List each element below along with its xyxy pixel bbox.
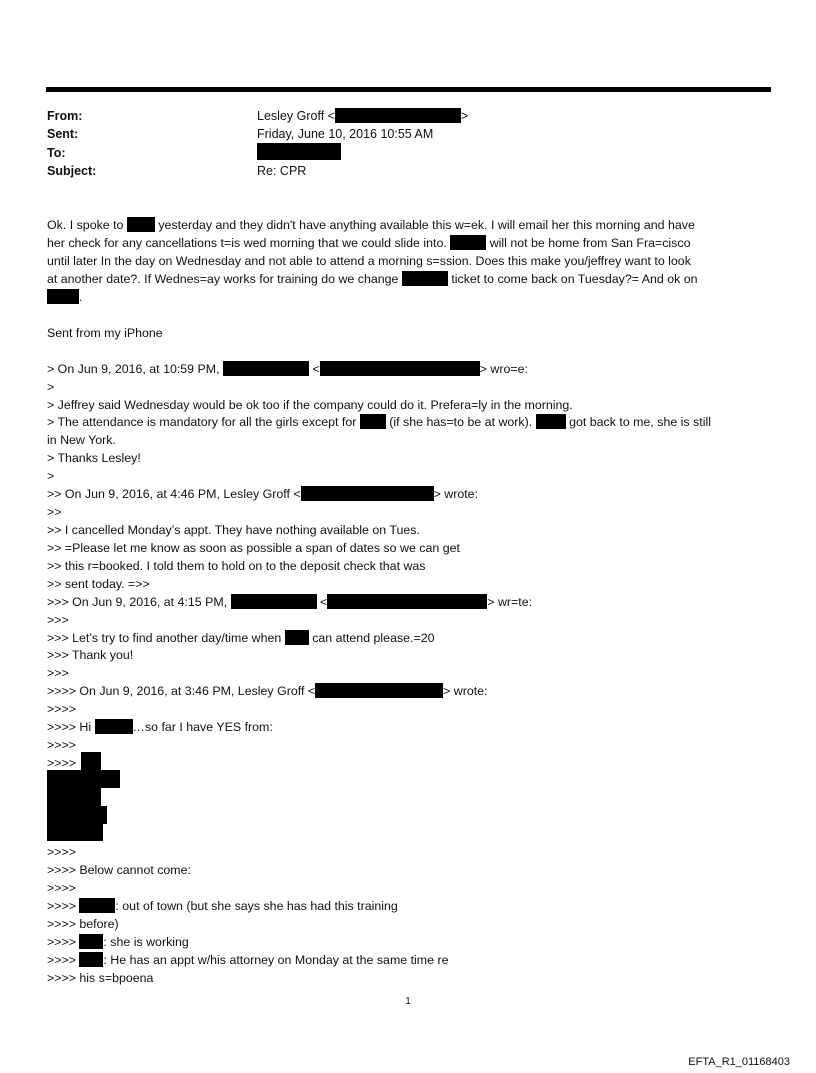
- body-text: at another date?. If Wednes=ay works for training do we change: [47, 272, 399, 286]
- redacted-block: [223, 361, 309, 376]
- quoted-line: >>>>: [47, 738, 76, 752]
- quoted-text: (if she has=to be at work).: [389, 415, 533, 429]
- quoted-text: …so far I have YES from:: [132, 720, 273, 734]
- body-line: until later In the day on Wednesday and not able to attend a morning s=ssion. Does this make you/jeffrey want to look: [47, 254, 691, 268]
- redacted-block: [257, 143, 341, 160]
- redacted-block: [127, 217, 155, 232]
- quoted-text: > wro=e:: [479, 362, 528, 376]
- quoted-line: >>>>: [47, 881, 76, 895]
- body-text: yesterday and they didn't have anything available this w=ek. I will email her this morning and have: [158, 218, 695, 232]
- quoted-line: >>>: [47, 613, 69, 627]
- quoted-line: [47, 682, 487, 700]
- quoted-line: >>>>: [47, 756, 76, 770]
- redacted-block: [320, 361, 480, 376]
- quoted-line: >> this r=booked. I told them to hold on to the deposit check that was: [47, 559, 426, 573]
- quoted-line: [47, 897, 398, 915]
- quoted-text: > On Jun 9, 2016, at 10:59 PM,: [47, 362, 220, 376]
- quoted-line: >: [47, 469, 55, 483]
- quoted-text: : He has an appt w/his attorney on Monday at the same time re: [103, 953, 449, 967]
- quoted-text: >>>>: [47, 953, 76, 967]
- from-name: Lesley Groff <: [257, 109, 335, 123]
- quoted-line: >>>>: [47, 702, 76, 716]
- quoted-line: >>> Thank you!: [47, 648, 134, 662]
- redacted-block: [79, 934, 103, 949]
- sent-from-signature: Sent from my iPhone: [47, 326, 163, 340]
- quoted-line: >>>> his s=bpoena: [47, 971, 154, 985]
- quoted-line: >> I cancelled Monday’s appt. They have nothing available on Tues.: [47, 523, 420, 537]
- quoted-line: >>: [47, 505, 62, 519]
- quoted-line: >> =Please let me know as soon as possible a span of dates so we can get: [47, 541, 460, 555]
- quoted-line: > Jeffrey said Wednesday would be ok too if the company could do it. Prefera=ly in the morning.: [47, 398, 573, 412]
- redacted-block: [47, 289, 79, 304]
- redacted-block: [402, 271, 448, 286]
- body-line: [47, 234, 690, 252]
- subject-label: Subject:: [47, 164, 97, 178]
- quoted-text: <: [312, 362, 320, 376]
- redacted-block: [81, 752, 101, 770]
- redacted-block: [95, 719, 133, 734]
- quoted-text: > wrote:: [443, 684, 488, 698]
- redacted-block: [301, 486, 434, 501]
- to-value: [257, 143, 341, 162]
- redacted-block: [47, 824, 103, 841]
- from-close: >: [460, 109, 469, 123]
- redacted-block: [335, 108, 461, 123]
- quoted-line: [47, 718, 273, 736]
- redacted-block: [79, 898, 115, 913]
- body-line: [47, 270, 698, 288]
- redacted-block: [79, 952, 103, 967]
- quoted-line: [47, 629, 435, 647]
- redacted-block: [47, 770, 120, 788]
- body-text: .: [79, 290, 83, 304]
- body-text: Ok. I spoke to: [47, 218, 124, 232]
- quoted-line: [47, 593, 532, 611]
- quoted-line: [47, 413, 711, 431]
- quoted-line: >>>: [47, 666, 69, 680]
- quoted-text: >>> Let’s try to find another day/time when: [47, 631, 282, 645]
- quoted-text: can attend please.=20: [312, 631, 435, 645]
- quoted-text: >> On Jun 9, 2016, at 4:46 PM, Lesley Groff <: [47, 487, 301, 501]
- sent-value: Friday, June 10, 2016 10:55 AM: [257, 127, 434, 141]
- quoted-text: > wr=te:: [487, 595, 533, 609]
- quoted-line: >: [47, 380, 55, 394]
- sent-label: Sent:: [47, 127, 79, 141]
- redacted-block: [231, 594, 317, 609]
- redacted-block: [327, 594, 487, 609]
- quoted-line: >>>> before): [47, 917, 119, 931]
- quoted-text: >>>> On Jun 9, 2016, at 3:46 PM, Lesley Groff <: [47, 684, 316, 698]
- document-id: EFTA_R1_01168403: [688, 1056, 790, 1068]
- quoted-line: [47, 485, 478, 503]
- quoted-line: in New York.: [47, 433, 116, 447]
- page-number: 1: [405, 996, 411, 1007]
- quoted-line: >>>>: [47, 845, 76, 859]
- redacted-block: [360, 414, 386, 429]
- redacted-block: [536, 414, 566, 429]
- redacted-block: [315, 683, 443, 698]
- body-text: ticket to come back on Tuesday?= And ok on: [451, 272, 698, 286]
- quoted-text: <: [320, 595, 328, 609]
- from-label: From:: [47, 109, 83, 123]
- body-text: her check for any cancellations t=is wed morning that we could slide into.: [47, 236, 447, 250]
- redacted-block: [450, 235, 486, 250]
- quoted-text: : she is working: [103, 935, 189, 949]
- quoted-text: > wrote:: [433, 487, 479, 501]
- quoted-text: >>>>: [47, 899, 76, 913]
- quoted-text: got back to me, she is still: [569, 415, 711, 429]
- subject-value: Re: CPR: [257, 164, 307, 178]
- quoted-text: >>>> Hi: [47, 720, 92, 734]
- quoted-text: >>>>: [47, 935, 76, 949]
- redacted-block: [285, 630, 309, 645]
- quoted-line: [47, 933, 189, 951]
- quoted-text: : out of town (but she says she has had this training: [115, 899, 398, 913]
- to-label: To:: [47, 146, 66, 160]
- quoted-text: >>> On Jun 9, 2016, at 4:15 PM,: [47, 595, 228, 609]
- header-divider: [46, 87, 771, 92]
- quoted-line: [47, 360, 528, 378]
- quoted-line: >>>> Below cannot come:: [47, 863, 191, 877]
- redacted-block: [47, 806, 107, 824]
- quoted-line: >> sent today. =>>: [47, 577, 150, 591]
- quoted-text: > The attendance is mandatory for all the girls except for: [47, 415, 357, 429]
- body-line: [47, 216, 695, 234]
- quoted-line: [47, 951, 448, 969]
- body-text: will not be home from San Fra=cisco: [489, 236, 691, 250]
- redacted-block: [47, 788, 101, 806]
- from-value: [257, 107, 468, 125]
- quoted-line: > Thanks Lesley!: [47, 451, 141, 465]
- body-line: [47, 288, 82, 306]
